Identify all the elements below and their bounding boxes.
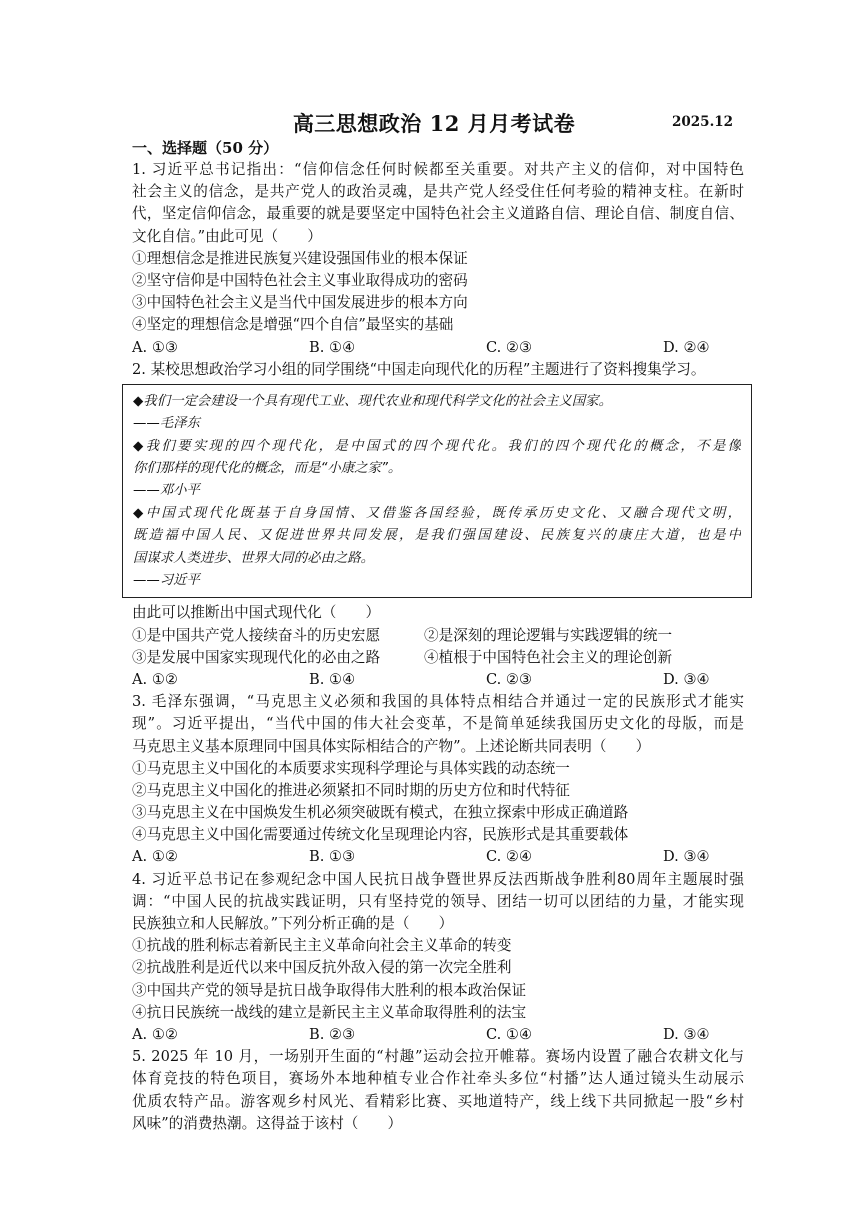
question-1 — [132, 159, 744, 359]
statement-item: ①马克思主义中国化的本质要求实现科学理论与具体实践的动态统一 — [132, 759, 570, 777]
statement-item: ④抗日民族统一战线的建立是新民主主义革命取得胜利的法宝 — [132, 1003, 527, 1021]
quote-line: 国谋求人类进步、世界大同的必由之路。 — [133, 550, 375, 566]
option-d[interactable]: D. ③④ — [663, 848, 710, 866]
question-text-line: 5. 2025 年 10 月，一场别开生面的“村趣”运动会拉开帷幕。赛场内设置了融合农耕文化与 — [132, 1048, 744, 1066]
statement-item: ④马克思主义中国化需要通过传统文化呈现理论内容，民族形式是其重要载体 — [132, 826, 629, 844]
questions — [132, 159, 744, 1135]
answer-options — [132, 1024, 744, 1046]
question-text-line: 优质农特产品。游客观乡村风光、看精彩比赛、买地道特产，线上线下共同掀起一股“乡村 — [132, 1092, 744, 1110]
quote-author: ——毛泽东 — [133, 416, 200, 432]
option-a[interactable]: A. ①③ — [132, 338, 178, 356]
option-c[interactable]: C. ②④ — [486, 848, 533, 866]
option-b[interactable]: B. ②③ — [309, 1025, 356, 1043]
question-text-line: 现”。习近平提出，“当代中国的伟大社会变革，不是简单延续我国历史文化的母版，而是 — [132, 715, 744, 733]
answer-options — [132, 669, 744, 691]
option-b[interactable]: B. ①④ — [309, 338, 356, 356]
option-b[interactable]: B. ①④ — [309, 670, 356, 688]
question-text-line: 风味”的消费热潮。这得益于该村（ ） — [132, 1114, 403, 1132]
statement-item: ②坚守信仰是中国特色社会主义事业取得成功的密码 — [132, 271, 468, 289]
statement-item: ③马克思主义在中国焕发生机必须突破既有模式，在独立探索中形成正确道路 — [132, 804, 629, 822]
statement-item: ②抗战胜利是近代以来中国反抗外敌入侵的第一次完全胜利 — [132, 959, 512, 977]
statement-item: ④坚定的理想信念是增强“四个自信”最坚实的基础 — [132, 316, 454, 334]
option-a[interactable]: A. ①② — [132, 848, 178, 866]
option-d[interactable]: D. ②④ — [663, 338, 710, 356]
question-2 — [132, 359, 744, 691]
statement-item: ④植根于中国特色社会主义的理论创新 — [424, 648, 673, 666]
quote-line: 你们那样的现代化的概念，而是“小康之家”。 — [133, 461, 402, 477]
question-text-line: 马克思主义基本原理同中国具体实际相结合的产物”。上述论断共同表明（ ） — [132, 737, 651, 755]
statement-item: ③中国共产党的领导是抗日战争取得伟大胜利的根本政治保证 — [132, 981, 527, 999]
question-text-line: 1. 习近平总书记指出：“信仰信念任何时候都至关重要。对共产主义的信仰，对中国特色 — [132, 161, 744, 178]
question-text-line: 3. 毛泽东强调，“马克思主义必须和我国的具体特点相结合并通过一定的民族形式才能实 — [132, 693, 744, 711]
question-text-line: 4. 习近平总书记在参观纪念中国人民抗日战争暨世界反法西斯战争胜利80周年主题展时强 — [132, 870, 744, 888]
statement-row — [132, 647, 744, 669]
option-c[interactable]: C. ②③ — [486, 670, 533, 688]
question-text-line: 文化自信。”由此可见（ ） — [132, 227, 322, 245]
statement-item: ①抗战的胜利标志着新民主主义革命向社会主义革命的转变 — [132, 937, 512, 955]
option-c[interactable]: C. ①④ — [486, 1025, 533, 1043]
page-title: 高三思想政治 12 月月考试卷 — [292, 111, 576, 136]
question-text-line: 民族独立和人民解放。”下列分析正确的是（ ） — [132, 915, 454, 933]
option-d[interactable]: D. ③④ — [663, 670, 710, 688]
quote-box — [122, 384, 752, 599]
answer-options — [132, 337, 744, 359]
option-d[interactable]: D. ③④ — [663, 1025, 710, 1043]
question-3 — [132, 691, 744, 869]
quote-line: ◆我们要实现的四个现代化，是中国式的四个现代化。我们的四个现代化的概念，不是像 — [133, 438, 741, 454]
statement-item: ①是中国共产党人接续奋斗的历史宏愿 — [132, 626, 381, 644]
option-b[interactable]: B. ①③ — [309, 848, 356, 866]
option-c[interactable]: C. ②③ — [486, 338, 533, 356]
question-text-line: 体育竞技的特色项目，赛场外本地种植专业合作社牵头多位“村播”达人通过镜头生动展示 — [132, 1070, 744, 1088]
statement-item: ①理想信念是推进民族复兴建设强国伟业的根本保证 — [132, 249, 468, 267]
quote-author: ——邓小平 — [133, 483, 200, 499]
quote-line: 既造福中国人民、又促进世界共同发展，是我们强国建设、民族复兴的康庄大道，也是中 — [133, 528, 741, 544]
question-text-line: 由此可以推断出中国式现代化（ ） — [132, 604, 381, 622]
question-4 — [132, 869, 744, 1047]
statement-item: ②马克思主义中国化的推进必须紧扣不同时期的历史方位和时代特征 — [132, 781, 570, 799]
question-text-line: 社会主义的信念，是共产党人的政治灵魂，是共产党人经受住任何考验的精神支柱。在新时 — [132, 183, 744, 201]
statement-item: ②是深刻的理论逻辑与实践逻辑的统一 — [424, 626, 673, 644]
option-a[interactable]: A. ①② — [132, 1025, 178, 1043]
question-5 — [132, 1046, 744, 1135]
question-text-line: 代，坚定信仰信念，最重要的就是要坚定中国特色社会主义道路自信、理论自信、制度自信、 — [132, 205, 744, 223]
statement-item: ③中国特色社会主义是当代中国发展进步的根本方向 — [132, 294, 468, 312]
question-text-line: 2. 某校思想政治学习小组的同学围绕“中国走向现代化的历程”主题进行了资料搜集学习。 — [132, 360, 706, 378]
answer-options — [132, 846, 744, 868]
statement-row — [132, 625, 744, 647]
option-a[interactable]: A. ①② — [132, 670, 178, 688]
question-text-line: 调：“中国人民的抗战实践证明，只有坚持党的领导、团结一切可以团结的力量，才能实现 — [132, 892, 744, 910]
quote-author: ——习近平 — [133, 573, 200, 588]
section-heading: 一、选择题（50 分） — [132, 139, 279, 157]
exam-date: 2025.12 — [672, 114, 734, 130]
quote-line: ◆我们一定会建设一个具有现代工业、现代农业和现代科学文化的社会主义国家。 — [133, 393, 612, 409]
statement-item: ③是发展中国家实现现代化的必由之路 — [132, 648, 381, 666]
quote-line: ◆中国式现代化既基于自身国情、又借鉴各国经验，既传承历史文化、又融合现代文明， — [133, 505, 741, 521]
